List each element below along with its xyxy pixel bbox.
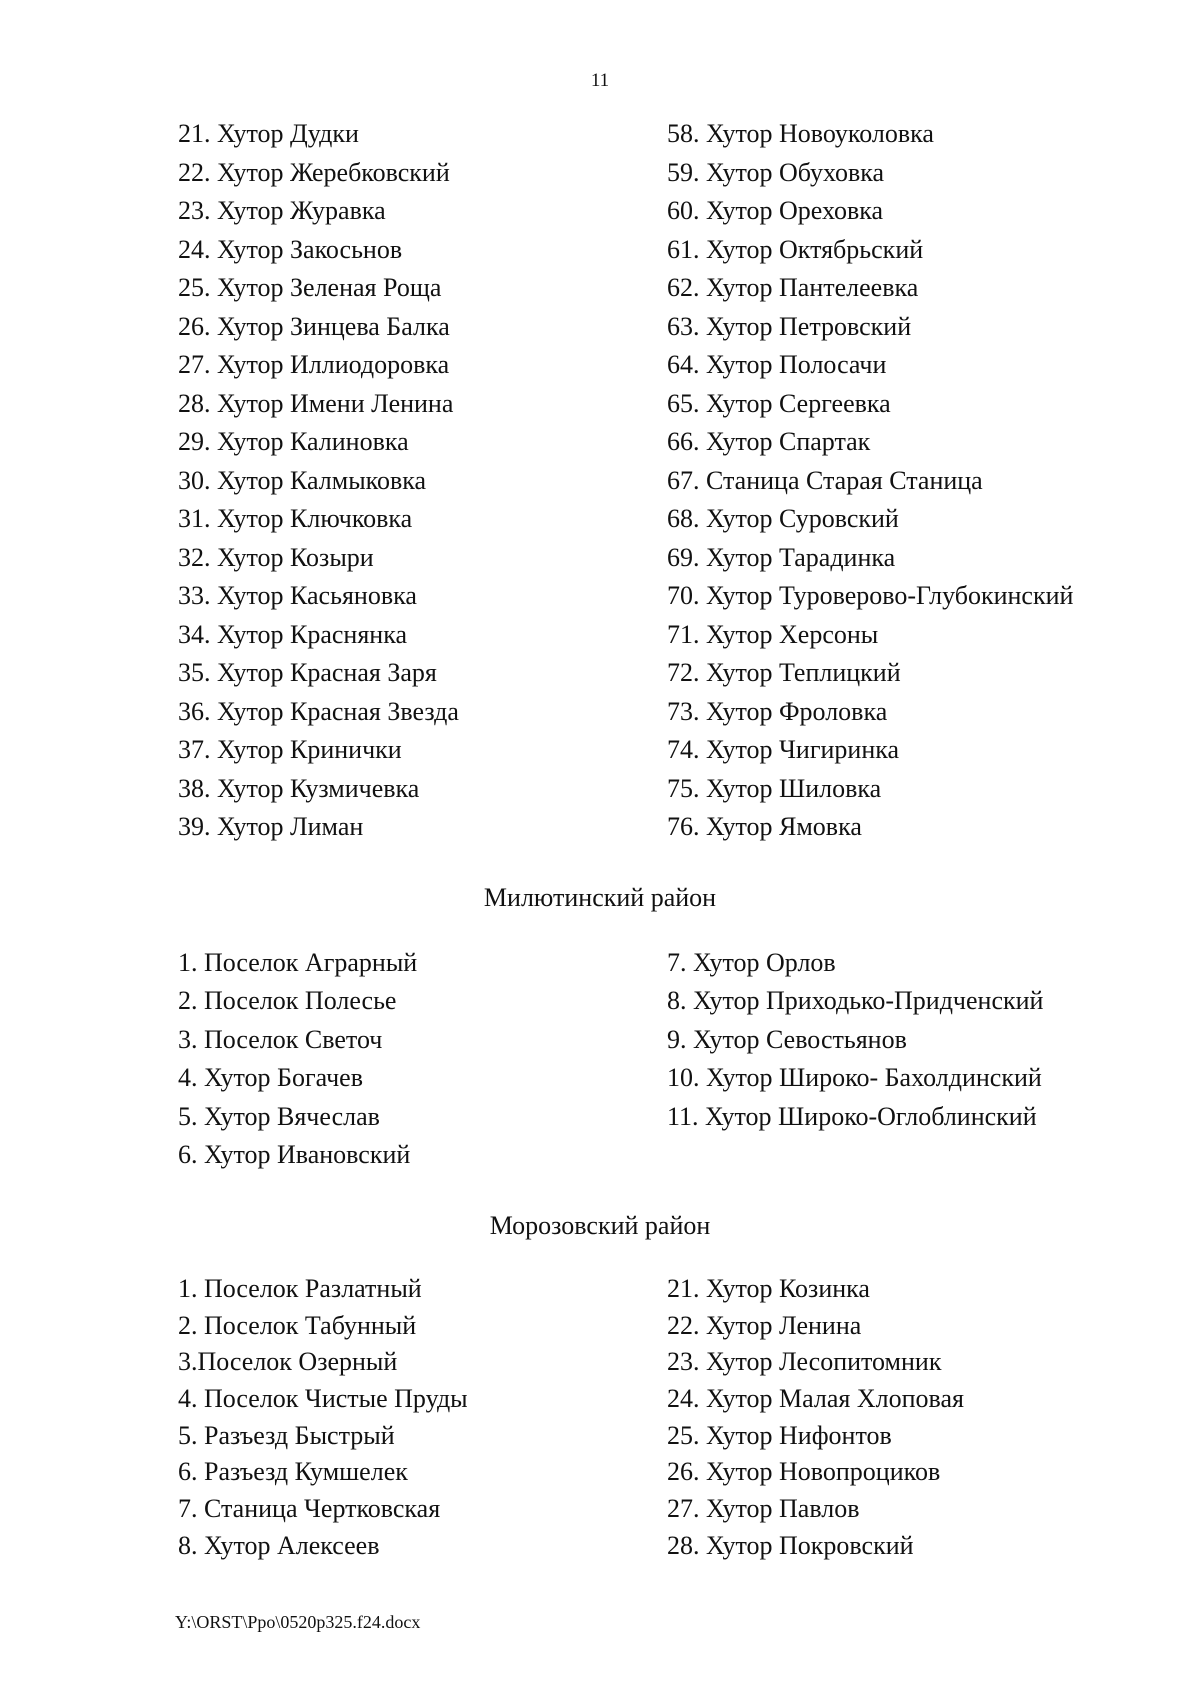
list-section3-right <box>667 1271 964 1565</box>
list-item: 38. Хутор Кузмичевка <box>178 773 420 803</box>
list-section1-right <box>667 115 1073 847</box>
list-item: 35. Хутор Красная Заря <box>178 658 437 687</box>
list-item: 3. Поселок Светоч <box>178 1024 383 1054</box>
list-item: 22. Хутор Жеребковский <box>178 157 450 187</box>
list-item: 63. Хутор Петровский <box>667 311 912 341</box>
list-item: 24. Хутор Закосьнов <box>178 234 403 264</box>
list-item: 60. Хутор Ореховка <box>667 196 884 225</box>
list-item: 73. Хутор Фроловка <box>667 696 888 726</box>
list-item: 34. Хутор Краснянка <box>178 619 407 649</box>
list-item: 28. Хутор Имени Ленина <box>178 388 454 418</box>
list-item: 64. Хутор Полосачи <box>667 350 887 379</box>
list-item: 29. Хутор Калиновка <box>178 427 409 456</box>
list-item: 37. Хутор Кринички <box>178 735 402 764</box>
list-item: 1. Поселок Разлатный <box>178 1274 422 1303</box>
list-item: 74. Хутор Чигиринка <box>667 735 900 764</box>
list-item: 1. Поселок Аграрный <box>178 948 418 977</box>
list-item: 30. Хутор Калмыковка <box>178 465 427 495</box>
list-item: 76. Хутор Ямовка <box>667 812 862 841</box>
list-item: 71. Хутор Херсоны <box>667 619 879 649</box>
section-heading-morozovsky: Морозовский район <box>489 1211 711 1240</box>
list-item: 25. Хутор Нифонтов <box>667 1420 892 1450</box>
list-item: 9. Хутор Севостьянов <box>667 1024 907 1054</box>
list-item: 69. Хутор Тарадинка <box>667 542 896 572</box>
footer-file-path: Y:\ORST\Ppo\0520p325.f24.docx <box>175 1612 421 1632</box>
list-item: 68. Хутор Суровский <box>667 504 899 533</box>
list-item: 6. Хутор Ивановский <box>178 1139 411 1169</box>
list-item: 2. Поселок Табунный <box>178 1310 417 1340</box>
list-item: 31. Хутор Ключковка <box>178 504 413 533</box>
list-item: 59. Хутор Обуховка <box>667 157 885 187</box>
list-item: 27. Хутор Павлов <box>667 1494 860 1524</box>
list-item: 33. Хутор Касьяновка <box>178 581 417 610</box>
list-item: 26. Хутор Новопроциков <box>667 1457 941 1487</box>
list-section2-left <box>178 944 417 1174</box>
section-heading-milyutinsky: Милютинский район <box>483 883 717 912</box>
list-item: 7. Хутор Орлов <box>667 948 836 977</box>
list-section1-left <box>178 115 459 847</box>
list-item: 7. Станица Чертковская <box>178 1494 441 1524</box>
list-item: 3.Поселок Озерный <box>178 1347 398 1377</box>
list-item: 58. Хутор Новоуколовка <box>667 119 934 148</box>
list-item: 75. Хутор Шиловка <box>667 773 882 803</box>
list-item: 25. Хутор Зеленая Роща <box>178 273 442 302</box>
list-item: 8. Хутор Алексеев <box>178 1530 380 1560</box>
list-section2-right <box>667 944 1043 1136</box>
list-item: 66. Хутор Спартак <box>667 427 871 456</box>
list-item: 72. Хутор Теплицкий <box>667 658 901 687</box>
list-item: 27. Хутор Иллиодоровка <box>178 350 450 379</box>
list-item: 2. Поселок Полесье <box>178 986 397 1016</box>
list-item: 39. Хутор Лиман <box>178 812 364 841</box>
list-item: 26. Хутор Зинцева Балка <box>178 311 450 341</box>
list-item: 5. Разъезд Быстрый <box>178 1420 395 1450</box>
list-item: 70. Хутор Туроверово-Глубокинский <box>667 581 1074 610</box>
list-item: 62. Хутор Пантелеевка <box>667 273 919 302</box>
list-item: 8. Хутор Приходько-Придченский <box>667 986 1044 1016</box>
list-item: 23. Хутор Лесопитомник <box>667 1347 942 1377</box>
list-item: 61. Хутор Октябрьский <box>667 234 924 264</box>
list-item: 23. Хутор Журавка <box>178 196 386 225</box>
list-section3-left <box>178 1271 468 1565</box>
page-number: 11 <box>590 70 610 91</box>
list-item: 6. Разъезд Кумшелек <box>178 1457 408 1487</box>
list-item: 28. Хутор Покровский <box>667 1530 914 1560</box>
list-item: 67. Станица Старая Станица <box>667 465 983 495</box>
list-item: 24. Хутор Малая Хлоповая <box>667 1384 964 1414</box>
list-item: 4. Поселок Чистые Пруды <box>178 1384 468 1414</box>
list-item: 36. Хутор Красная Звезда <box>178 696 459 726</box>
list-item: 65. Хутор Сергеевка <box>667 388 891 418</box>
list-item: 21. Хутор Козинка <box>667 1274 870 1303</box>
list-item: 32. Хутор Козыри <box>178 542 374 572</box>
list-item: 22. Хутор Ленина <box>667 1310 862 1340</box>
list-item: 11. Хутор Широко-Оглоблинский <box>667 1101 1037 1131</box>
list-item: 4. Хутор Богачев <box>178 1063 363 1093</box>
list-item: 10. Хутор Широко- Бахолдинский <box>667 1063 1042 1093</box>
list-item: 21. Хутор Дудки <box>178 119 359 148</box>
list-item: 5. Хутор Вячеслав <box>178 1101 380 1131</box>
